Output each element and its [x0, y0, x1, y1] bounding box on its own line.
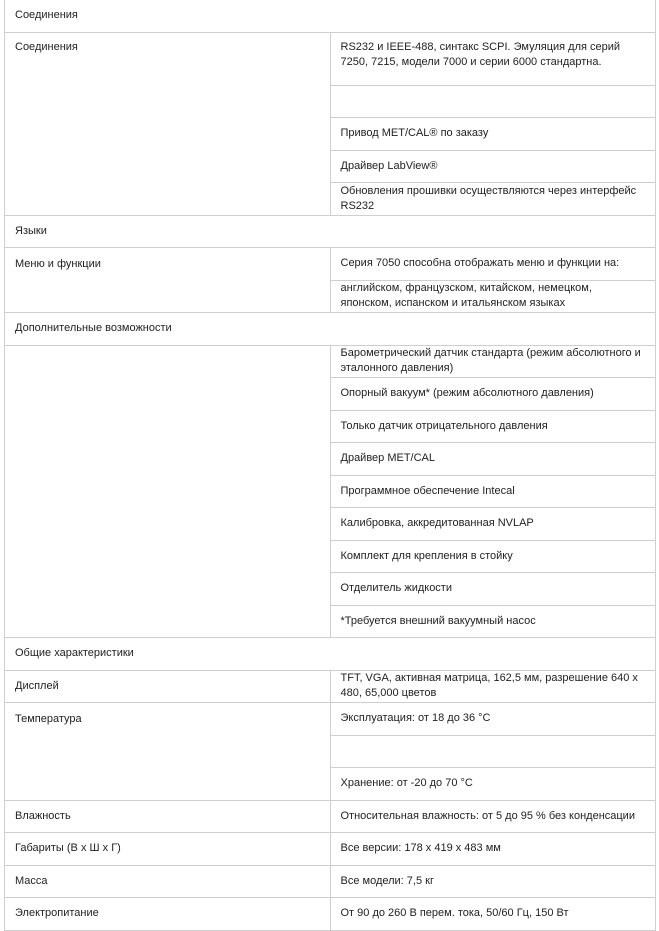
- row-value: Серия 7050 способна отображать меню и функции на:: [330, 248, 656, 281]
- table-row: [5, 865, 656, 898]
- row-value: Драйвер LabView®: [330, 150, 656, 183]
- section-header-options: [5, 313, 656, 346]
- row-label: Электропитание: [5, 898, 331, 931]
- row-label: Влажность: [5, 800, 331, 833]
- row-label: Соединения: [5, 32, 331, 215]
- row-value: От 90 до 260 В перем. тока, 50/60 Гц, 150 Вт: [330, 898, 656, 931]
- table-row: [5, 703, 656, 736]
- table-row: [5, 248, 656, 281]
- row-label: Дисплей: [5, 670, 331, 703]
- row-label: Меню и функции: [5, 248, 331, 313]
- table-row: [5, 898, 656, 931]
- row-label: [5, 345, 331, 638]
- table-row: [5, 800, 656, 833]
- table-row: [5, 32, 656, 85]
- row-value: Эксплуатация: от 18 до 36 °C: [330, 703, 656, 736]
- row-value: Все версии: 178 x 419 x 483 мм: [330, 833, 656, 866]
- row-label: Температура: [5, 703, 331, 801]
- row-label: Масса: [5, 865, 331, 898]
- section-title: Общие характеристики: [5, 638, 656, 671]
- section-header-languages: [5, 215, 656, 248]
- row-value: Программное обеспечение Intecal: [330, 475, 656, 508]
- row-value: английском, французском, китайском, немецком, японском, испанском и итальянском языках: [330, 280, 656, 313]
- row-label: Габариты (В x Ш x Г): [5, 833, 331, 866]
- table-row: [5, 833, 656, 866]
- row-value: Барометрический датчик стандарта (режим абсолютного и эталонного давления): [330, 345, 656, 378]
- section-header-general: [5, 638, 656, 671]
- row-value: *Требуется внешний вакуумный насос: [330, 605, 656, 638]
- row-value: Отделитель жидкости: [330, 573, 656, 606]
- table-row: [5, 670, 656, 703]
- table-row: [5, 345, 656, 378]
- row-value: RS232 и IEEE-488, синтакс SCPI. Эмуляция для серий 7250, 7215, модели 7000 и серии 6000 стандартна.: [330, 32, 656, 85]
- row-value: Обновления прошивки осуществляются через интерфейс RS232: [330, 183, 656, 216]
- section-title: Языки: [5, 215, 656, 248]
- row-value: Калибровка, аккредитованная NVLAP: [330, 508, 656, 541]
- row-value: TFT, VGA, активная матрица, 162,5 мм, разрешение 640 x 480, 65,000 цветов: [330, 670, 656, 703]
- spec-table: [4, 0, 656, 931]
- row-value: Хранение: от -20 до 70 °C: [330, 768, 656, 801]
- section-title: Соединения: [5, 0, 656, 32]
- section-title: Дополнительные возможности: [5, 313, 656, 346]
- row-value: Драйвер MET/CAL: [330, 443, 656, 476]
- section-header-connections: [5, 0, 656, 32]
- row-value: Относительная влажность: от 5 до 95 % без конденсации: [330, 800, 656, 833]
- row-value: Все модели: 7,5 кг: [330, 865, 656, 898]
- row-value: [330, 85, 656, 118]
- row-value: Опорный вакуум* (режим абсолютного давления): [330, 378, 656, 411]
- row-value: Привод MET/CAL® по заказу: [330, 118, 656, 151]
- row-value: [330, 735, 656, 768]
- row-value: Только датчик отрицательного давления: [330, 410, 656, 443]
- row-value: Комплект для крепления в стойку: [330, 540, 656, 573]
